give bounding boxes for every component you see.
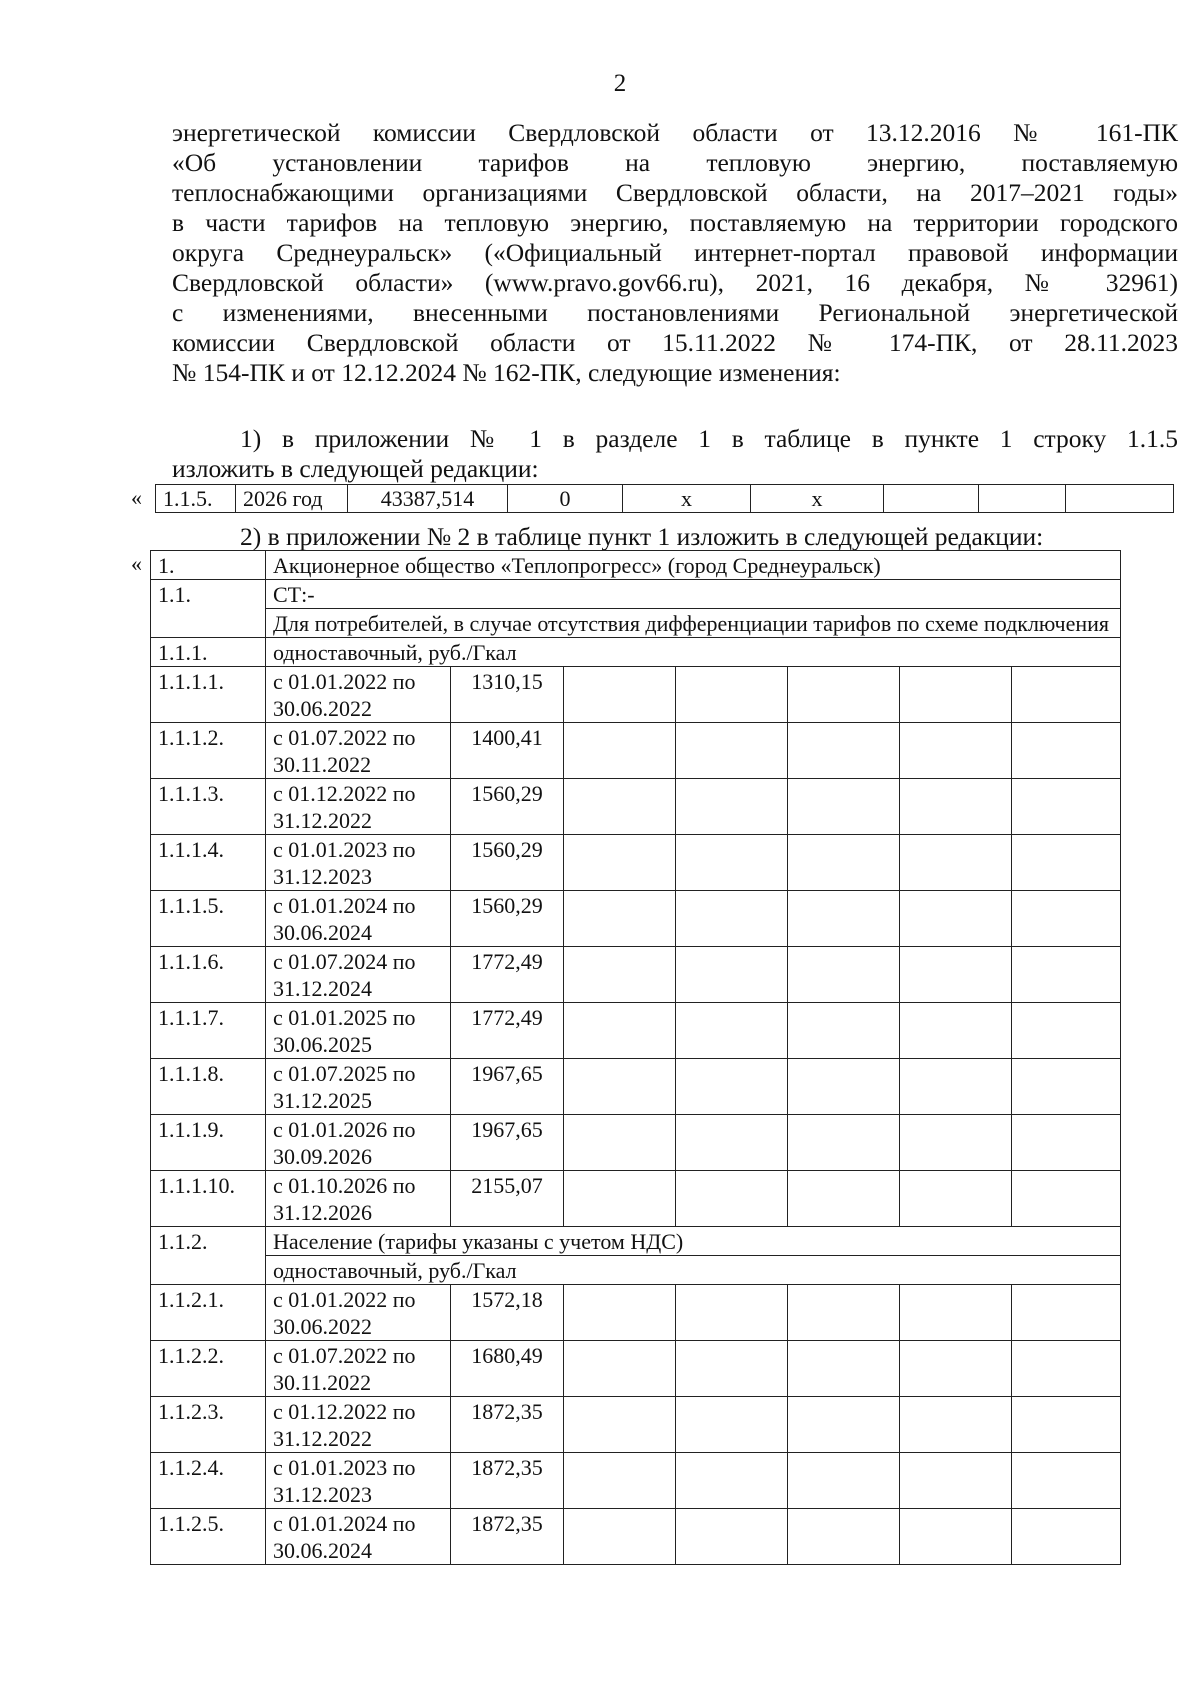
st-label: СТ:- — [266, 580, 1121, 609]
empty-cell — [900, 1285, 1012, 1341]
table-row — [151, 1509, 1121, 1565]
tariff-value: 1400,41 — [451, 723, 564, 779]
row-number: 1.1.1.10. — [151, 1171, 266, 1227]
tariff-value: 1967,65 — [451, 1115, 564, 1171]
period: с 01.12.2022 по 31.12.2022 — [266, 1397, 451, 1453]
period: с 01.07.2022 по 30.11.2022 — [266, 723, 451, 779]
section-label: одноставочный, руб./Гкал — [266, 1256, 1121, 1285]
table-row — [151, 580, 1121, 609]
empty-cell — [1012, 779, 1121, 835]
empty-cell — [788, 1171, 900, 1227]
row-number: 1.1.1.9. — [151, 1115, 266, 1171]
cell-empty — [884, 485, 979, 513]
empty-cell — [1012, 1115, 1121, 1171]
row-number: 1.1.1.8. — [151, 1059, 266, 1115]
table-row — [151, 1397, 1121, 1453]
row-number: 1.1.1.3. — [151, 779, 266, 835]
empty-cell — [564, 1171, 676, 1227]
empty-cell — [900, 1509, 1012, 1565]
cell-empty — [979, 485, 1066, 513]
empty-cell — [1012, 1059, 1121, 1115]
empty-cell — [900, 947, 1012, 1003]
cell-year: 2026 год — [236, 485, 348, 513]
empty-cell — [788, 1453, 900, 1509]
empty-cell — [564, 1509, 676, 1565]
empty-cell — [564, 779, 676, 835]
consumers-label: Для потребителей, в случае отсутствия дифференциации тарифов по схеме подключения — [266, 609, 1121, 638]
empty-cell — [564, 1003, 676, 1059]
empty-cell — [788, 947, 900, 1003]
empty-cell — [900, 723, 1012, 779]
empty-cell — [564, 891, 676, 947]
empty-cell — [1012, 835, 1121, 891]
item-1-line: изложить в следующей редакции: — [172, 454, 539, 483]
empty-cell — [788, 1341, 900, 1397]
period: с 01.01.2023 по 31.12.2023 — [266, 1453, 451, 1509]
empty-cell — [676, 1341, 788, 1397]
row-number: 1.1.1.6. — [151, 947, 266, 1003]
empty-cell — [564, 1059, 676, 1115]
empty-cell — [676, 1509, 788, 1565]
period: с 01.01.2024 по 30.06.2024 — [266, 891, 451, 947]
table-row — [151, 609, 1121, 638]
table-row — [151, 551, 1121, 580]
intro-line: в части тарифов на тепловую энергию, поставляемую на территории городского — [172, 208, 1178, 237]
row-number: 1.1.2.3. — [151, 1397, 266, 1453]
table-row — [151, 1171, 1121, 1227]
org-number: 1. — [151, 551, 266, 580]
tariff-value: 1560,29 — [451, 891, 564, 947]
period: с 01.01.2025 по 30.06.2025 — [266, 1003, 451, 1059]
item-1-paragraph — [172, 424, 1178, 484]
tariff-value: 1560,29 — [451, 779, 564, 835]
empty-cell — [676, 723, 788, 779]
period: с 01.01.2023 по 31.12.2023 — [266, 835, 451, 891]
empty-cell — [788, 1115, 900, 1171]
table-row — [151, 1256, 1121, 1285]
empty-cell — [1012, 1285, 1121, 1341]
empty-cell — [676, 1453, 788, 1509]
st-number: 1.1. — [151, 580, 266, 638]
empty-cell — [564, 835, 676, 891]
intro-line: энергетической комиссии Свердловской области от 13.12.2016 № 161-ПК — [172, 118, 1178, 147]
table-row — [151, 835, 1121, 891]
empty-cell — [676, 1285, 788, 1341]
item-1-line: 1) в приложении № 1 в разделе 1 в таблице в пункте 1 строку 1.1.5 — [240, 424, 1178, 453]
tariff-value: 1872,35 — [451, 1397, 564, 1453]
empty-cell — [676, 835, 788, 891]
empty-cell — [1012, 1397, 1121, 1453]
period: с 01.12.2022 по 31.12.2022 — [266, 779, 451, 835]
empty-cell — [676, 1115, 788, 1171]
period: с 01.10.2026 по 31.12.2026 — [266, 1171, 451, 1227]
empty-cell — [788, 835, 900, 891]
empty-cell — [676, 1171, 788, 1227]
item-2-paragraph — [172, 522, 1180, 552]
row-number: 1.1.1.5. — [151, 891, 266, 947]
period: с 01.01.2026 по 30.09.2026 — [266, 1115, 451, 1171]
empty-cell — [900, 1397, 1012, 1453]
period: с 01.07.2024 по 31.12.2024 — [266, 947, 451, 1003]
empty-cell — [900, 667, 1012, 723]
opening-quote-mark: « — [131, 551, 142, 576]
row-number: 1.1.2.5. — [151, 1509, 266, 1565]
empty-cell — [900, 1115, 1012, 1171]
empty-cell — [900, 891, 1012, 947]
empty-cell — [1012, 1171, 1121, 1227]
empty-cell — [676, 779, 788, 835]
row-number: 1.1.1.4. — [151, 835, 266, 891]
empty-cell — [676, 667, 788, 723]
tariff-value: 1680,49 — [451, 1341, 564, 1397]
empty-cell — [900, 779, 1012, 835]
cell-row-number: 1.1.5. — [156, 485, 236, 513]
row-number: 1.1.2.4. — [151, 1453, 266, 1509]
empty-cell — [1012, 947, 1121, 1003]
cell-value: 43387,514 — [348, 485, 508, 513]
table-row — [151, 1341, 1121, 1397]
tariff-value: 1967,65 — [451, 1059, 564, 1115]
table-row — [151, 1453, 1121, 1509]
row-number: 1.1.2.2. — [151, 1341, 266, 1397]
item-2-line: 2) в приложении № 2 в таблице пункт 1 изложить в следующей редакции: — [240, 522, 1044, 551]
empty-cell — [900, 1341, 1012, 1397]
cell-value: х — [623, 485, 751, 513]
row-number: 1.1.1.7. — [151, 1003, 266, 1059]
tariff-value: 1772,49 — [451, 1003, 564, 1059]
empty-cell — [1012, 1453, 1121, 1509]
empty-cell — [788, 1285, 900, 1341]
empty-cell — [564, 1285, 676, 1341]
period: с 01.01.2022 по 30.06.2022 — [266, 667, 451, 723]
empty-cell — [788, 723, 900, 779]
empty-cell — [676, 1059, 788, 1115]
intro-line: комиссии Свердловской области от 15.11.2022 № 174-ПК, от 28.11.2023 — [172, 328, 1178, 357]
cell-value: 0 — [508, 485, 623, 513]
table-row — [151, 947, 1121, 1003]
table-row — [151, 891, 1121, 947]
period: с 01.01.2024 по 30.06.2024 — [266, 1509, 451, 1565]
section-number: 1.1.1. — [151, 638, 266, 667]
tariff-value: 1560,29 — [451, 835, 564, 891]
intro-paragraph — [172, 118, 1178, 388]
empty-cell — [900, 1453, 1012, 1509]
empty-cell — [788, 891, 900, 947]
table-row — [151, 1285, 1121, 1341]
tariff-value: 1772,49 — [451, 947, 564, 1003]
period: с 01.01.2022 по 30.06.2022 — [266, 1285, 451, 1341]
empty-cell — [564, 1453, 676, 1509]
tariff-value: 1572,18 — [451, 1285, 564, 1341]
table-row — [151, 667, 1121, 723]
row-number: 1.1.1.1. — [151, 667, 266, 723]
empty-cell — [564, 667, 676, 723]
table-row — [151, 638, 1121, 667]
section-label: одноставочный, руб./Гкал — [266, 638, 1121, 667]
empty-cell — [564, 947, 676, 1003]
empty-cell — [564, 1397, 676, 1453]
intro-line: с изменениями, внесенными постановлениями Региональной энергетической — [172, 298, 1178, 327]
section-label: Население (тарифы указаны с учетом НДС) — [266, 1227, 1121, 1256]
empty-cell — [900, 1003, 1012, 1059]
table-row — [151, 1059, 1121, 1115]
intro-line: № 154-ПК и от 12.12.2024 № 162-ПК, следующие изменения: — [172, 358, 841, 387]
empty-cell — [788, 1059, 900, 1115]
intro-line: теплоснабжающими организациями Свердловской области, на 2017–2021 годы» — [172, 178, 1178, 207]
tariff-value: 1310,15 — [451, 667, 564, 723]
empty-cell — [676, 891, 788, 947]
empty-cell — [1012, 1003, 1121, 1059]
row-number: 1.1.2.1. — [151, 1285, 266, 1341]
empty-cell — [788, 1509, 900, 1565]
table-row — [151, 779, 1121, 835]
cell-value: х — [751, 485, 884, 513]
org-name: Акционерное общество «Теплопрогресс» (город Среднеуральск) — [266, 551, 1121, 580]
empty-cell — [1012, 891, 1121, 947]
page-number: 2 — [613, 70, 627, 97]
table-row-1-1-5 — [155, 484, 1174, 513]
opening-quote-mark: « — [131, 485, 142, 510]
intro-line: «Об установлении тарифов на тепловую энергию, поставляемую — [172, 148, 1178, 177]
empty-cell — [1012, 723, 1121, 779]
empty-cell — [676, 1003, 788, 1059]
empty-cell — [676, 1397, 788, 1453]
empty-cell — [1012, 1341, 1121, 1397]
row-number: 1.1.1.2. — [151, 723, 266, 779]
table-row — [151, 1115, 1121, 1171]
period: с 01.07.2022 по 30.11.2022 — [266, 1341, 451, 1397]
tariff-value: 1872,35 — [451, 1453, 564, 1509]
empty-cell — [900, 835, 1012, 891]
period: с 01.07.2025 по 31.12.2025 — [266, 1059, 451, 1115]
cell-empty — [1066, 485, 1174, 513]
empty-cell — [1012, 667, 1121, 723]
empty-cell — [788, 779, 900, 835]
section-number: 1.1.2. — [151, 1227, 266, 1285]
table-row — [151, 723, 1121, 779]
empty-cell — [788, 1397, 900, 1453]
empty-cell — [564, 1341, 676, 1397]
intro-line: Свердловской области» (www.pravo.gov66.ru), 2021, 16 декабря, № 32961) — [172, 268, 1178, 297]
empty-cell — [1012, 1509, 1121, 1565]
empty-cell — [788, 1003, 900, 1059]
empty-cell — [564, 1115, 676, 1171]
empty-cell — [788, 667, 900, 723]
intro-line: округа Среднеуральск» («Официальный интернет-портал правовой информации — [172, 238, 1178, 267]
empty-cell — [900, 1059, 1012, 1115]
empty-cell — [564, 723, 676, 779]
empty-cell — [900, 1171, 1012, 1227]
table-row — [151, 1003, 1121, 1059]
tariff-value: 2155,07 — [451, 1171, 564, 1227]
tariff-value: 1872,35 — [451, 1509, 564, 1565]
empty-cell — [676, 947, 788, 1003]
table-row — [151, 1227, 1121, 1256]
table-row — [156, 485, 1174, 513]
tariff-table — [150, 550, 1121, 1565]
